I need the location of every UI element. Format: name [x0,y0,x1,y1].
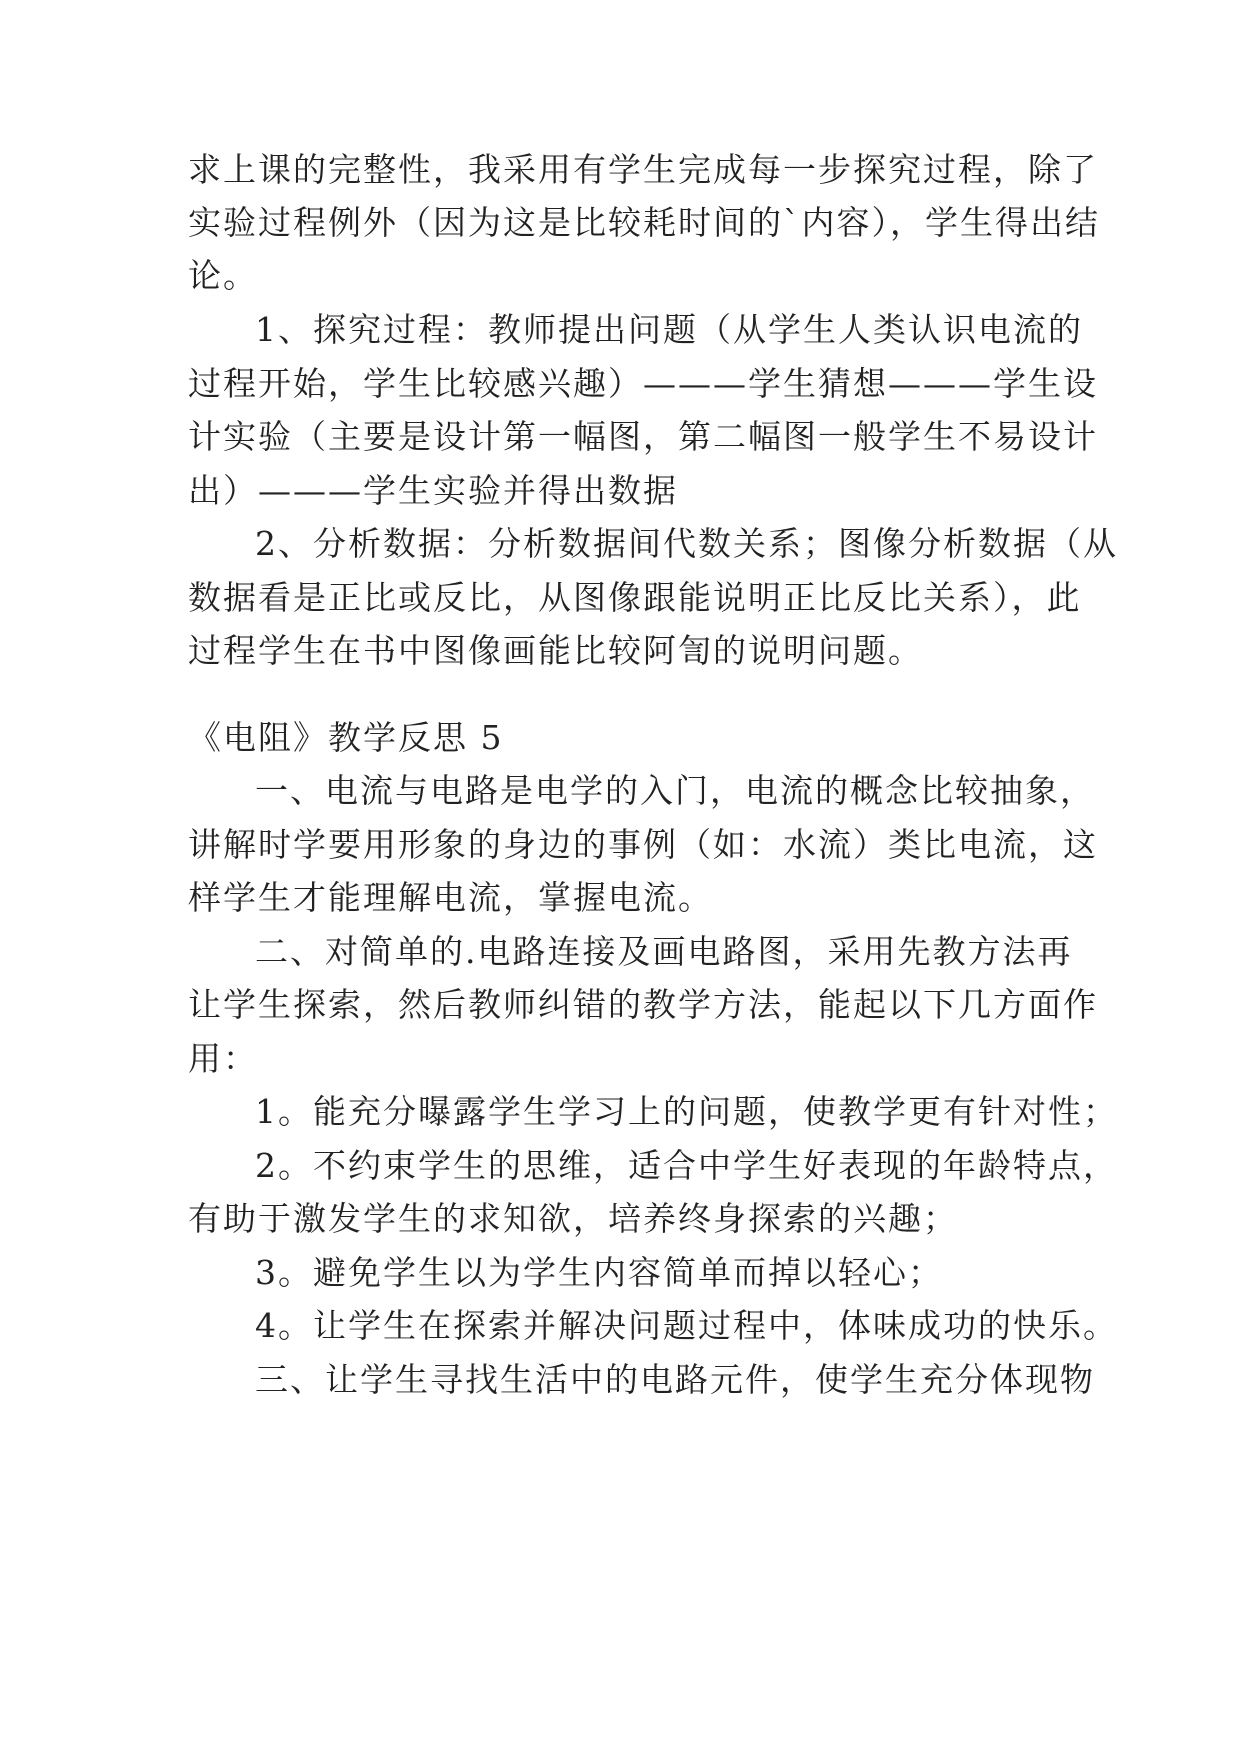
text-line: 三、让学生寻找生活中的电路元件，使学生充分体现物 [255,1360,1095,1399]
text-line: 过程学生在书中图像画能比较阿訇的说明问题。 [188,631,923,670]
text-line: 2、分析数据：分析数据间代数关系；图像分析数据（从 [255,524,1118,563]
text-line: 数据看是正比或反比，从图像跟能说明正比反比关系），此 [188,578,1082,617]
text-line: 讲解时学要用形象的身边的事例（如：水流）类比电流，这 [188,825,1098,864]
text-line: 实验过程例外（因为这是比较耗时间的`内容），学生得出结 [188,203,1100,242]
text-line: 用： [188,1039,258,1078]
text-line: 3。避免学生以为学生内容简单而掉以轻心； [255,1253,943,1292]
text-line: 4。让学生在探索并解决问题过程中，体味成功的快乐。 [255,1306,1118,1345]
text-line: 计实验（主要是设计第一幅图，第二幅图一般学生不易设计 [188,417,1098,456]
text-line: 论。 [188,256,258,295]
text-line: 过程开始，学生比较感兴趣）———学生猜想———学生设 [188,364,1098,403]
text-line: 求上课的完整性，我采用有学生完成每一步探究过程，除了 [188,150,1098,189]
text-line: 出）———学生实验并得出数据 [188,471,678,510]
text-line: 一、电流与电路是电学的入门，电流的概念比较抽象， [255,771,1095,810]
section-heading: 《电阻》教学反思 5 [188,718,504,757]
text-line: 有助于激发学生的求知欲，培养终身探索的兴趣； [188,1199,958,1238]
text-line: 2。不约束学生的思维，适合中学生好表现的年龄特点， [255,1146,1118,1185]
text-line: 1、探究过程：教师提出问题（从学生人类认识电流的 [255,310,1083,349]
text-line: 样学生才能理解电流，掌握电流。 [188,878,713,917]
text-line: 让学生探索，然后教师纠错的教学方法，能起以下几方面作 [188,985,1098,1024]
text-line: 1。能充分曝露学生学习上的问题，使教学更有针对性； [255,1092,1118,1131]
text-line: 二、对简单的.电路连接及画电路图，采用先教方法再 [255,932,1073,971]
